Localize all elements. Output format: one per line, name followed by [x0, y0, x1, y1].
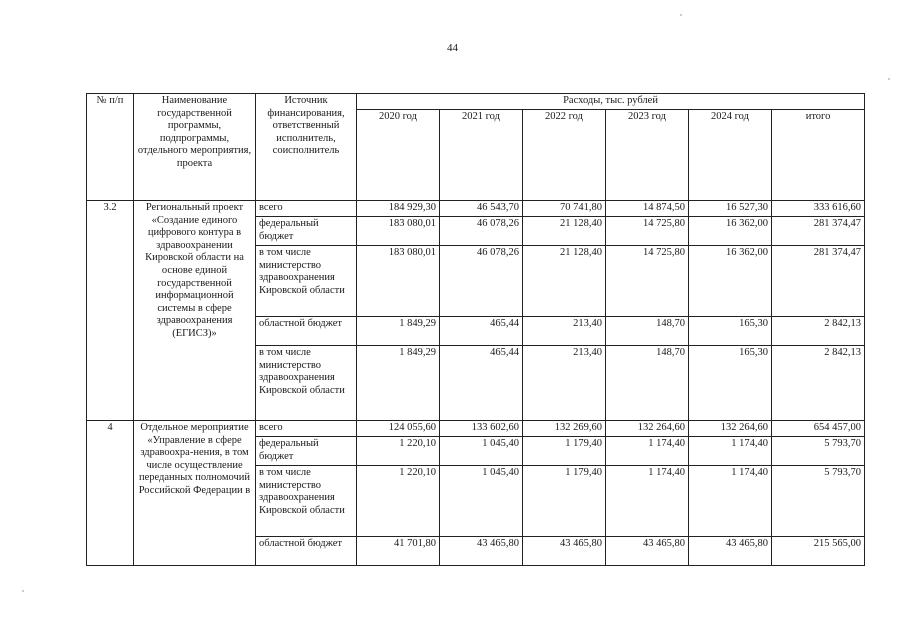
value-2023: 132 264,60 — [606, 421, 689, 437]
program-name: Отдельное мероприятие «Управление в сфере здравоохра-нения, в том числе осуществление переданных полномочий Российской Федерации в — [134, 421, 256, 566]
scan-speck — [22, 590, 24, 592]
header-num: № п/п — [87, 94, 134, 201]
value-2023: 43 465,80 — [606, 537, 689, 566]
value-total: 215 565,00 — [772, 537, 865, 566]
value-2020: 1 220,10 — [357, 437, 440, 466]
value-2024: 43 465,80 — [689, 537, 772, 566]
value-2021: 1 045,40 — [440, 437, 523, 466]
value-2021: 1 045,40 — [440, 466, 523, 537]
value-total: 2 842,13 — [772, 346, 865, 421]
header-year-2023: 2023 год — [606, 110, 689, 201]
header-year-2020: 2020 год — [357, 110, 440, 201]
scan-speck — [680, 14, 682, 16]
value-2020: 1 220,10 — [357, 466, 440, 537]
value-2023: 14 725,80 — [606, 217, 689, 246]
value-2024: 1 174,40 — [689, 437, 772, 466]
value-2022: 43 465,80 — [523, 537, 606, 566]
value-2022: 21 128,40 — [523, 217, 606, 246]
funding-source: областной бюджет — [256, 537, 357, 566]
value-2021: 465,44 — [440, 317, 523, 346]
value-2020: 1 849,29 — [357, 346, 440, 421]
value-total: 5 793,70 — [772, 466, 865, 537]
budget-table — [86, 93, 865, 566]
value-2020: 41 701,80 — [357, 537, 440, 566]
value-2024: 16 362,00 — [689, 246, 772, 317]
table-row — [87, 201, 865, 217]
header-year-2021: 2021 год — [440, 110, 523, 201]
table-row — [87, 421, 865, 437]
funding-source: федеральный бюджет — [256, 217, 357, 246]
value-2020: 183 080,01 — [357, 246, 440, 317]
funding-source: в том числе министерство здравоохранения Кировской области — [256, 346, 357, 421]
funding-source: всего — [256, 421, 357, 437]
value-total: 2 842,13 — [772, 317, 865, 346]
value-2022: 21 128,40 — [523, 246, 606, 317]
value-2023: 14 874,50 — [606, 201, 689, 217]
header-total: итого — [772, 110, 865, 201]
value-2023: 148,70 — [606, 317, 689, 346]
header-name: Наименование государственной программы, подпрограммы, отдельного мероприятия, проекта — [134, 94, 256, 201]
value-2024: 16 527,30 — [689, 201, 772, 217]
value-2023: 148,70 — [606, 346, 689, 421]
value-2021: 46 078,26 — [440, 246, 523, 317]
funding-source: федеральный бюджет — [256, 437, 357, 466]
value-2021: 46 078,26 — [440, 217, 523, 246]
value-2022: 1 179,40 — [523, 466, 606, 537]
value-2024: 165,30 — [689, 317, 772, 346]
header-source: Источник финансирования, ответственный исполнитель, соисполнитель — [256, 94, 357, 201]
value-2024: 132 264,60 — [689, 421, 772, 437]
value-2020: 1 849,29 — [357, 317, 440, 346]
value-2023: 1 174,40 — [606, 437, 689, 466]
value-2022: 213,40 — [523, 346, 606, 421]
funding-source: всего — [256, 201, 357, 217]
value-2023: 14 725,80 — [606, 246, 689, 317]
value-2020: 184 929,30 — [357, 201, 440, 217]
header-year-2024: 2024 год — [689, 110, 772, 201]
value-total: 5 793,70 — [772, 437, 865, 466]
page-number: 44 — [447, 42, 458, 54]
row-number: 4 — [87, 421, 134, 566]
funding-source: областной бюджет — [256, 317, 357, 346]
value-2021: 133 602,60 — [440, 421, 523, 437]
value-2022: 1 179,40 — [523, 437, 606, 466]
header-expenses: Расходы, тыс. рублей — [357, 94, 865, 110]
value-2021: 46 543,70 — [440, 201, 523, 217]
value-2021: 465,44 — [440, 346, 523, 421]
value-total: 654 457,00 — [772, 421, 865, 437]
value-2024: 16 362,00 — [689, 217, 772, 246]
funding-source: в том числе министерство здравоохранения Кировской области — [256, 466, 357, 537]
scan-speck — [888, 78, 890, 80]
value-total: 333 616,60 — [772, 201, 865, 217]
row-number: 3.2 — [87, 201, 134, 421]
funding-source: в том числе министерство здравоохранения Кировской области — [256, 246, 357, 317]
program-name: Региональный проект «Создание единого цифрового контура в здравоохранении Кировской области на основе единой государственной информационной системы в сфере здравоохранения (ЕГИСЗ)» — [134, 201, 256, 421]
value-2023: 1 174,40 — [606, 466, 689, 537]
value-2024: 165,30 — [689, 346, 772, 421]
value-total: 281 374,47 — [772, 217, 865, 246]
value-2022: 70 741,80 — [523, 201, 606, 217]
value-2020: 183 080,01 — [357, 217, 440, 246]
value-2022: 213,40 — [523, 317, 606, 346]
value-2020: 124 055,60 — [357, 421, 440, 437]
value-2024: 1 174,40 — [689, 466, 772, 537]
value-total: 281 374,47 — [772, 246, 865, 317]
value-2021: 43 465,80 — [440, 537, 523, 566]
value-2022: 132 269,60 — [523, 421, 606, 437]
header-year-2022: 2022 год — [523, 110, 606, 201]
